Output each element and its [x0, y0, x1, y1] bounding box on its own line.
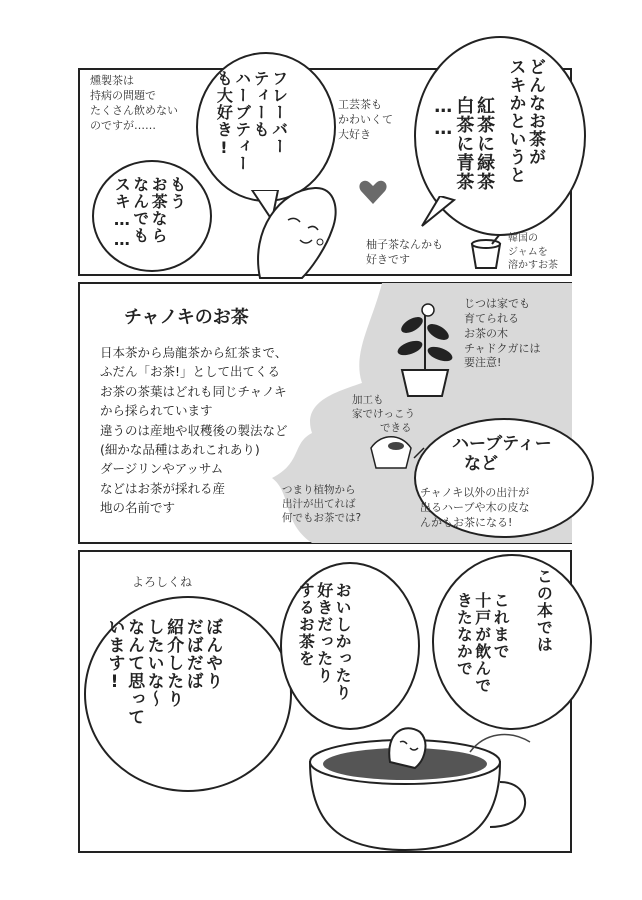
cup-icon [466, 234, 506, 270]
note-line: 育てられる [464, 311, 519, 325]
bubble-line: ハーブティー [232, 70, 252, 172]
bubble-line: するお茶を [296, 582, 316, 667]
note-smoked-tea [90, 74, 178, 133]
panel-body-text [100, 343, 288, 517]
bubble-line: …… [432, 96, 454, 140]
body-line: 地の名前です [100, 500, 176, 515]
note-line: 柚子茶なんかも [366, 238, 443, 251]
bubble-line: スキ…… [112, 176, 132, 250]
body-line: から採られています [100, 403, 213, 419]
heart-icon [358, 178, 388, 206]
note-line: 燻製茶は [90, 74, 134, 87]
bubble-line: なんでも [130, 176, 150, 244]
body-line: ダージリンやアッサム [100, 461, 224, 477]
body-line: ふだん「お茶!」として出てくる [100, 364, 281, 380]
note-line: 出るハーブや木の皮な [420, 500, 530, 514]
bubble-line: ぼんやり [202, 618, 223, 690]
note-line: チャドクガには [464, 341, 541, 355]
tea-plant-illustration [390, 290, 460, 400]
note-craft-tea [338, 98, 393, 143]
bubble-tondo-text [454, 592, 509, 720]
bubble-line: この本では [534, 568, 554, 653]
bubble-line: だばだば [182, 618, 203, 690]
note-line: 加工も [352, 394, 384, 406]
body-line: 違うのは産地や収穫後の製法など [100, 422, 288, 438]
bubble-line: どんなお茶が [525, 58, 546, 166]
bubble-line: これまで [491, 592, 511, 660]
greeting-text: よろしくね [132, 575, 193, 589]
note-line: じつは家でも [464, 297, 530, 310]
note-grow-at-home [464, 297, 540, 371]
note-yuzu-tea [366, 238, 443, 268]
bubble-motto-text [112, 176, 186, 262]
note-plants-are-tea [282, 483, 361, 526]
bubble-line: います! [104, 618, 125, 693]
bubble-line: きたなかで [454, 592, 474, 677]
note-line: チャノキ以外の出汁が [420, 486, 530, 499]
note-line: 家でけっこう [352, 408, 415, 421]
note-line: 何でもお茶では? [282, 512, 362, 525]
bubble-line: も大好き! [214, 70, 234, 158]
bubble-line: したいな〜 [143, 618, 164, 708]
bubble-line: おいしかったり [333, 582, 353, 701]
teacup-illustration [290, 722, 540, 852]
character-illustration [240, 170, 360, 280]
bubble-line: ティーも [251, 70, 271, 138]
bubble-book-text [534, 568, 552, 708]
herb-body [420, 486, 529, 531]
note-line: 要注意! [464, 356, 502, 370]
herb-title-line: など [464, 454, 498, 475]
bubble-line: 紅茶に緑茶 [474, 96, 496, 191]
bubble-line: 好きだったり [314, 582, 334, 684]
note-line: お茶の木 [464, 326, 508, 340]
bubble-line: フレーバー [269, 70, 289, 155]
note-line: かわいくて [338, 112, 393, 126]
herb-title-line: ハーブティー [452, 434, 552, 454]
bubble-teas-text [432, 96, 494, 226]
note-line: 工芸茶も [338, 98, 382, 111]
body-line: (細かな品種はあれこれあり) [100, 441, 260, 457]
bubble-main-text [505, 58, 544, 218]
bubble-line: 紹介したり [163, 618, 184, 708]
bubble-line: スキかというと [505, 58, 526, 184]
herb-title [452, 434, 552, 475]
note-line: つまり植物から [282, 484, 356, 496]
note-line: 持病の問題で [90, 88, 156, 102]
note-korean-tea [508, 232, 558, 273]
bubble-tasty-text [296, 582, 351, 712]
note-line: 出汁が出てれば [282, 498, 356, 511]
body-line: お茶の茶葉はどれも同じチャノキ [100, 383, 287, 399]
note-line: できる [380, 422, 412, 435]
body-line: などはお茶が採れる産 [100, 480, 226, 496]
bubble-line: なんて思って [124, 618, 145, 726]
note-line: 大好き [338, 127, 371, 141]
note-line: 溶かすお茶 [508, 260, 558, 271]
panel-title: チャノキのお茶 [124, 307, 249, 328]
body-line: 日本茶から烏龍茶から紅茶まで、 [100, 345, 288, 360]
bubble-line: お茶なら [149, 176, 169, 244]
bubble-intro-text [104, 618, 221, 778]
bubble-line: 十戸が飲んで [472, 592, 492, 694]
note-line: のですが…… [90, 118, 156, 132]
note-line: 韓国の [508, 233, 538, 244]
note-line: 好きです [366, 252, 410, 266]
bubble-line: 白茶に青茶 [453, 96, 475, 191]
note-line: たくさん飲めない [90, 103, 178, 117]
note-line: ジャムを [508, 246, 548, 258]
bubble-line: もう [167, 176, 187, 210]
note-line: んかもお茶になる! [420, 515, 513, 529]
